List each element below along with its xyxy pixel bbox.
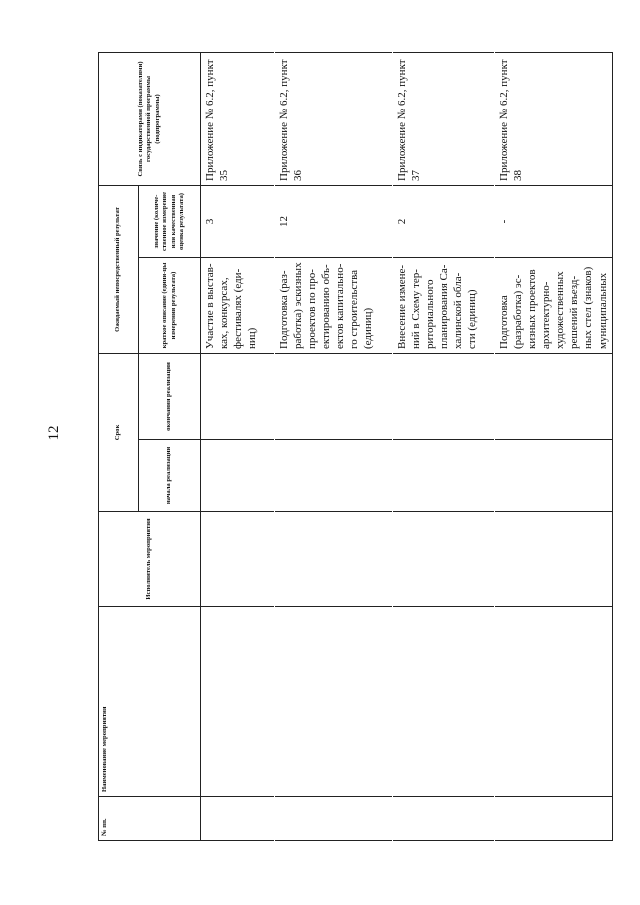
cell-start [393,440,495,512]
col-header-name: Наименование мероприятия [99,607,201,797]
cell-result-value: 12 [275,185,393,257]
col-header-executor: Исполнитель мероприятия [99,512,201,607]
cell-executor [393,512,495,607]
cell-num [201,797,275,841]
cell-link: Приложение № 6.2, пункт 37 [393,52,495,185]
cell-executor [495,512,613,607]
cell-result-value: 2 [393,185,495,257]
cell-num [495,797,613,841]
cell-end [275,354,393,440]
measures-table [98,52,613,841]
col-header-link: Связь с индикаторами (показателями) государственной программы (подпрограммы) [99,52,201,185]
col-header-term-start: начала реализации [139,440,201,512]
cell-start [275,440,393,512]
header-row-1 [99,52,139,840]
cell-name [495,607,613,797]
cell-num [275,797,393,841]
cell-num [393,797,495,841]
rotated-table-container [98,53,609,841]
table-row [201,52,275,840]
cell-link: Приложение № 6.2, пункт 35 [201,52,275,185]
cell-result-desc: Подготовка (разработка) эс-кизных проектов архитектурно-художественных решений въезд-ных стел (знаков) муниципальных [495,258,613,354]
cell-executor [275,512,393,607]
col-header-result-value: значение (количе-ственное измерение или качественная оценка результата) [139,185,201,257]
cell-result-value: - [495,185,613,257]
cell-name [275,607,393,797]
cell-link: Приложение № 6.2, пункт 38 [495,52,613,185]
table-row [275,52,393,840]
cell-start [201,440,275,512]
cell-result-desc: Внесение измене-ний в Схему тер-риториального планирования Са-халинской обла-сти (единиц) [393,258,495,354]
table-row [393,52,495,840]
col-header-term-end: окончания реализации [139,354,201,440]
cell-end [495,354,613,440]
cell-link: Приложение № 6.2, пункт 36 [275,52,393,185]
cell-result-value: 3 [201,185,275,257]
col-header-result-desc: краткое описание (едини-цы измерения результата) [139,258,201,354]
table-row [495,52,613,840]
cell-name [393,607,495,797]
cell-start [495,440,613,512]
page-number: 12 [46,425,62,441]
col-header-term: Срок [99,354,139,512]
col-header-result: Ожидаемый непосредственный результат [99,185,139,353]
cell-result-desc: Подготовка (раз-работка) эскизных проектов по про-ектированию объ-ектов капитально-го строительства (единиц) [275,258,393,354]
cell-name [201,607,275,797]
cell-end [201,354,275,440]
col-header-num: № пп. [99,797,201,841]
cell-executor [201,512,275,607]
cell-end [393,354,495,440]
cell-result-desc: Участие в выстав-ках, конкурсах, фестивалях (еди-ниц) [201,258,275,354]
